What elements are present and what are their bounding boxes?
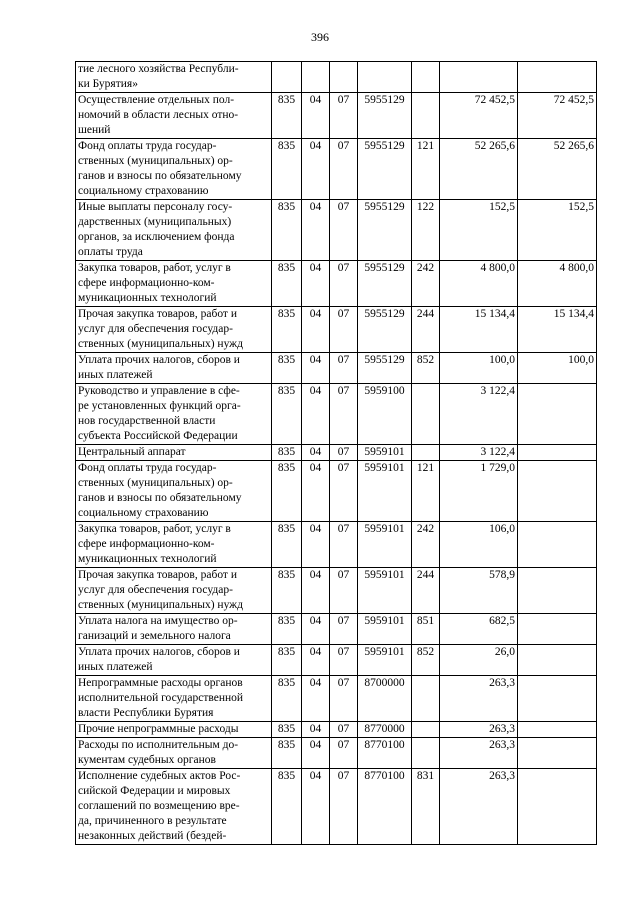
cell-ved: 835	[272, 461, 302, 522]
cell-ved: 835	[272, 568, 302, 614]
cell-vr: 121	[412, 461, 440, 522]
cell-name	[76, 461, 272, 522]
cell-vr	[412, 93, 440, 139]
cell-ved: 835	[272, 261, 302, 307]
cell-ved: 835	[272, 139, 302, 200]
cell-pr	[330, 62, 358, 93]
table-row	[76, 645, 597, 676]
cell-pr: 07	[330, 93, 358, 139]
table-row	[76, 769, 597, 845]
cell-sum-1: 1 729,0	[440, 461, 518, 522]
cell-name-line: кументам судебных органов	[78, 754, 216, 766]
cell-csr: 5959101	[358, 568, 412, 614]
cell-sum-1: 263,3	[440, 738, 518, 769]
cell-name-line: ки Бурятия»	[78, 78, 138, 90]
cell-ved: 835	[272, 722, 302, 738]
cell-name-line: Руководство и управление в сфе-	[78, 385, 240, 397]
cell-ved: 835	[272, 384, 302, 445]
table-row	[76, 676, 597, 722]
cell-name	[76, 722, 272, 738]
table-row	[76, 461, 597, 522]
cell-csr	[358, 62, 412, 93]
cell-name-line: муникационных технологий	[78, 292, 217, 304]
cell-rz: 04	[302, 676, 330, 722]
cell-rz: 04	[302, 261, 330, 307]
cell-name-line: Фонд оплаты труда государ-	[78, 140, 217, 152]
cell-sum-2	[518, 461, 597, 522]
cell-csr: 5959100	[358, 384, 412, 445]
page-number: 396	[311, 30, 329, 44]
cell-sum-2	[518, 722, 597, 738]
cell-vr: 242	[412, 522, 440, 568]
cell-name-line: Осуществление отдельных пол-	[78, 94, 235, 106]
cell-name-line: Исполнение судебных актов Рос-	[78, 770, 241, 782]
cell-name-line: социальному страхованию	[78, 507, 209, 519]
cell-ved: 835	[272, 93, 302, 139]
table-row	[76, 722, 597, 738]
cell-csr: 5959101	[358, 645, 412, 676]
cell-vr: 244	[412, 307, 440, 353]
cell-name-line: Уплата прочих налогов, сборов и	[78, 354, 240, 366]
cell-csr: 5955129	[358, 200, 412, 261]
cell-vr	[412, 738, 440, 769]
cell-name-line: нов государственной власти	[78, 415, 216, 427]
cell-name-line: ственных (муниципальных) ор-	[78, 155, 233, 167]
cell-ved: 835	[272, 445, 302, 461]
table-row	[76, 614, 597, 645]
cell-rz	[302, 62, 330, 93]
cell-csr: 5959101	[358, 445, 412, 461]
table-row	[76, 93, 597, 139]
cell-name	[76, 384, 272, 445]
cell-sum-2	[518, 614, 597, 645]
cell-name-line: ственных (муниципальных) нужд	[78, 338, 243, 350]
cell-vr: 852	[412, 645, 440, 676]
cell-sum-2	[518, 62, 597, 93]
table-row	[76, 445, 597, 461]
cell-rz: 04	[302, 769, 330, 845]
cell-pr: 07	[330, 261, 358, 307]
cell-name	[76, 645, 272, 676]
cell-rz: 04	[302, 307, 330, 353]
cell-name-line: органов, за исключением фонда	[78, 231, 235, 243]
cell-vr: 852	[412, 353, 440, 384]
cell-sum-1: 72 452,5	[440, 93, 518, 139]
cell-sum-1: 263,3	[440, 769, 518, 845]
cell-name-line: оплаты труда	[78, 246, 143, 258]
cell-csr: 5955129	[358, 353, 412, 384]
cell-sum-1: 4 800,0	[440, 261, 518, 307]
cell-name-line: сфере информационно-ком-	[78, 538, 215, 550]
cell-sum-1: 263,3	[440, 722, 518, 738]
cell-sum-2: 100,0	[518, 353, 597, 384]
table-row	[76, 261, 597, 307]
cell-name-line: дарственных (муниципальных)	[78, 216, 232, 228]
cell-name-line: Закупка товаров, работ, услуг в	[78, 262, 231, 274]
cell-sum-1	[440, 62, 518, 93]
cell-name	[76, 769, 272, 845]
cell-sum-1: 3 122,4	[440, 384, 518, 445]
cell-name	[76, 522, 272, 568]
cell-name-line: исполнительной государственной	[78, 692, 244, 704]
cell-vr	[412, 62, 440, 93]
cell-sum-2: 4 800,0	[518, 261, 597, 307]
cell-csr: 5959101	[358, 522, 412, 568]
cell-name-line: ганизаций и земельного налога	[78, 630, 231, 642]
cell-pr: 07	[330, 769, 358, 845]
cell-csr: 8700000	[358, 676, 412, 722]
cell-name-line: Прочая закупка товаров, работ и	[78, 569, 237, 581]
cell-name	[76, 353, 272, 384]
cell-csr: 5955129	[358, 307, 412, 353]
cell-name	[76, 614, 272, 645]
cell-vr: 244	[412, 568, 440, 614]
cell-csr: 5955129	[358, 261, 412, 307]
cell-sum-2	[518, 522, 597, 568]
cell-pr: 07	[330, 307, 358, 353]
table-row	[76, 353, 597, 384]
cell-rz: 04	[302, 353, 330, 384]
cell-sum-2: 52 265,6	[518, 139, 597, 200]
cell-rz: 04	[302, 645, 330, 676]
cell-sum-2	[518, 769, 597, 845]
cell-pr: 07	[330, 139, 358, 200]
cell-name-line: сийской Федерации и мировых	[78, 785, 231, 797]
cell-sum-1: 15 134,4	[440, 307, 518, 353]
cell-name-line: соглашений по возмещению вре-	[78, 800, 240, 812]
cell-sum-1: 578,9	[440, 568, 518, 614]
cell-sum-1: 52 265,6	[440, 139, 518, 200]
cell-name-line: ганов и взносы по обязательному	[78, 170, 242, 182]
cell-sum-1: 682,5	[440, 614, 518, 645]
cell-ved: 835	[272, 200, 302, 261]
cell-name-line: услуг для обеспечения государ-	[78, 584, 233, 596]
cell-sum-2	[518, 645, 597, 676]
cell-name-line: Прочие непрограммные расходы	[78, 723, 239, 735]
cell-sum-2: 152,5	[518, 200, 597, 261]
cell-csr: 5955129	[358, 93, 412, 139]
cell-vr	[412, 722, 440, 738]
table-row	[76, 200, 597, 261]
cell-pr: 07	[330, 461, 358, 522]
cell-sum-2: 15 134,4	[518, 307, 597, 353]
cell-sum-2: 72 452,5	[518, 93, 597, 139]
cell-name	[76, 200, 272, 261]
cell-name-line: сфере информационно-ком-	[78, 277, 215, 289]
budget-table	[75, 61, 597, 845]
cell-ved: 835	[272, 522, 302, 568]
cell-pr: 07	[330, 353, 358, 384]
table-row	[76, 522, 597, 568]
cell-sum-2	[518, 676, 597, 722]
cell-csr: 5959101	[358, 461, 412, 522]
cell-name-line: иных платежей	[78, 661, 153, 673]
cell-sum-2	[518, 384, 597, 445]
cell-ved: 835	[272, 645, 302, 676]
cell-pr: 07	[330, 522, 358, 568]
cell-pr: 07	[330, 200, 358, 261]
cell-name-line: шений	[78, 124, 111, 136]
cell-name-line: ре установленных функций орга-	[78, 400, 241, 412]
cell-rz: 04	[302, 93, 330, 139]
cell-pr: 07	[330, 738, 358, 769]
cell-name	[76, 93, 272, 139]
cell-rz: 04	[302, 445, 330, 461]
cell-sum-1: 26,0	[440, 645, 518, 676]
cell-pr: 07	[330, 645, 358, 676]
cell-name	[76, 738, 272, 769]
cell-name-line: власти Республики Бурятия	[78, 707, 214, 719]
cell-name-line: Фонд оплаты труда государ-	[78, 462, 217, 474]
cell-name-line: муникационных технологий	[78, 553, 217, 565]
cell-pr: 07	[330, 676, 358, 722]
cell-rz: 04	[302, 461, 330, 522]
table-row	[76, 62, 597, 93]
cell-rz: 04	[302, 722, 330, 738]
cell-rz: 04	[302, 614, 330, 645]
cell-name-line: Центральный аппарат	[78, 446, 186, 458]
table-row	[76, 568, 597, 614]
table-row	[76, 738, 597, 769]
cell-ved: 835	[272, 738, 302, 769]
cell-name	[76, 676, 272, 722]
cell-ved: 835	[272, 614, 302, 645]
cell-rz: 04	[302, 738, 330, 769]
cell-csr: 8770100	[358, 738, 412, 769]
cell-csr: 5955129	[358, 139, 412, 200]
cell-sum-1: 106,0	[440, 522, 518, 568]
cell-sum-1: 100,0	[440, 353, 518, 384]
cell-name-line: Непрограммные расходы органов	[78, 677, 243, 689]
cell-pr: 07	[330, 445, 358, 461]
cell-vr	[412, 384, 440, 445]
cell-name-line: Закупка товаров, работ, услуг в	[78, 523, 231, 535]
cell-vr: 831	[412, 769, 440, 845]
cell-pr: 07	[330, 614, 358, 645]
cell-name-line: Расходы по исполнительным до-	[78, 739, 239, 751]
cell-name	[76, 62, 272, 93]
cell-ved: 835	[272, 769, 302, 845]
cell-name-line: тие лесного хозяйства Республи-	[78, 63, 239, 75]
cell-name-line: номочий в области лесных отно-	[78, 109, 239, 121]
cell-vr: 122	[412, 200, 440, 261]
cell-name-line: ственных (муниципальных) ор-	[78, 477, 233, 489]
cell-name	[76, 568, 272, 614]
cell-rz: 04	[302, 522, 330, 568]
cell-name-line: Уплата прочих налогов, сборов и	[78, 646, 240, 658]
cell-vr: 242	[412, 261, 440, 307]
cell-csr: 8770000	[358, 722, 412, 738]
cell-name-line: услуг для обеспечения государ-	[78, 323, 233, 335]
cell-pr: 07	[330, 568, 358, 614]
cell-name-line: незаконных действий (бездей-	[78, 830, 227, 842]
cell-sum-1: 152,5	[440, 200, 518, 261]
cell-ved: 835	[272, 676, 302, 722]
cell-vr: 851	[412, 614, 440, 645]
cell-name-line: Прочая закупка товаров, работ и	[78, 308, 237, 320]
cell-ved	[272, 62, 302, 93]
table-row	[76, 384, 597, 445]
cell-name	[76, 139, 272, 200]
cell-sum-2	[518, 738, 597, 769]
cell-name	[76, 307, 272, 353]
cell-sum-1: 263,3	[440, 676, 518, 722]
cell-name-line: ственных (муниципальных) нужд	[78, 599, 243, 611]
cell-name-line: Уплата налога на имущество ор-	[78, 615, 238, 627]
cell-rz: 04	[302, 139, 330, 200]
cell-name-line: социальному страхованию	[78, 185, 209, 197]
cell-rz: 04	[302, 568, 330, 614]
cell-name-line: иных платежей	[78, 369, 153, 381]
cell-name-line: да, причиненного в результате	[78, 815, 227, 827]
cell-vr	[412, 676, 440, 722]
cell-name-line: ганов и взносы по обязательному	[78, 492, 242, 504]
cell-name-line: Иные выплаты персоналу госу-	[78, 201, 233, 213]
cell-rz: 04	[302, 200, 330, 261]
cell-ved: 835	[272, 307, 302, 353]
cell-csr: 5959101	[358, 614, 412, 645]
cell-vr: 121	[412, 139, 440, 200]
cell-pr: 07	[330, 384, 358, 445]
cell-ved: 835	[272, 353, 302, 384]
cell-pr: 07	[330, 722, 358, 738]
table-row	[76, 139, 597, 200]
table-row	[76, 307, 597, 353]
cell-sum-2	[518, 445, 597, 461]
cell-vr	[412, 445, 440, 461]
cell-rz: 04	[302, 384, 330, 445]
cell-name	[76, 261, 272, 307]
cell-name	[76, 445, 272, 461]
cell-sum-1: 3 122,4	[440, 445, 518, 461]
cell-name-line: субъекта Российской Федерации	[78, 430, 238, 442]
cell-sum-2	[518, 568, 597, 614]
cell-csr: 8770100	[358, 769, 412, 845]
